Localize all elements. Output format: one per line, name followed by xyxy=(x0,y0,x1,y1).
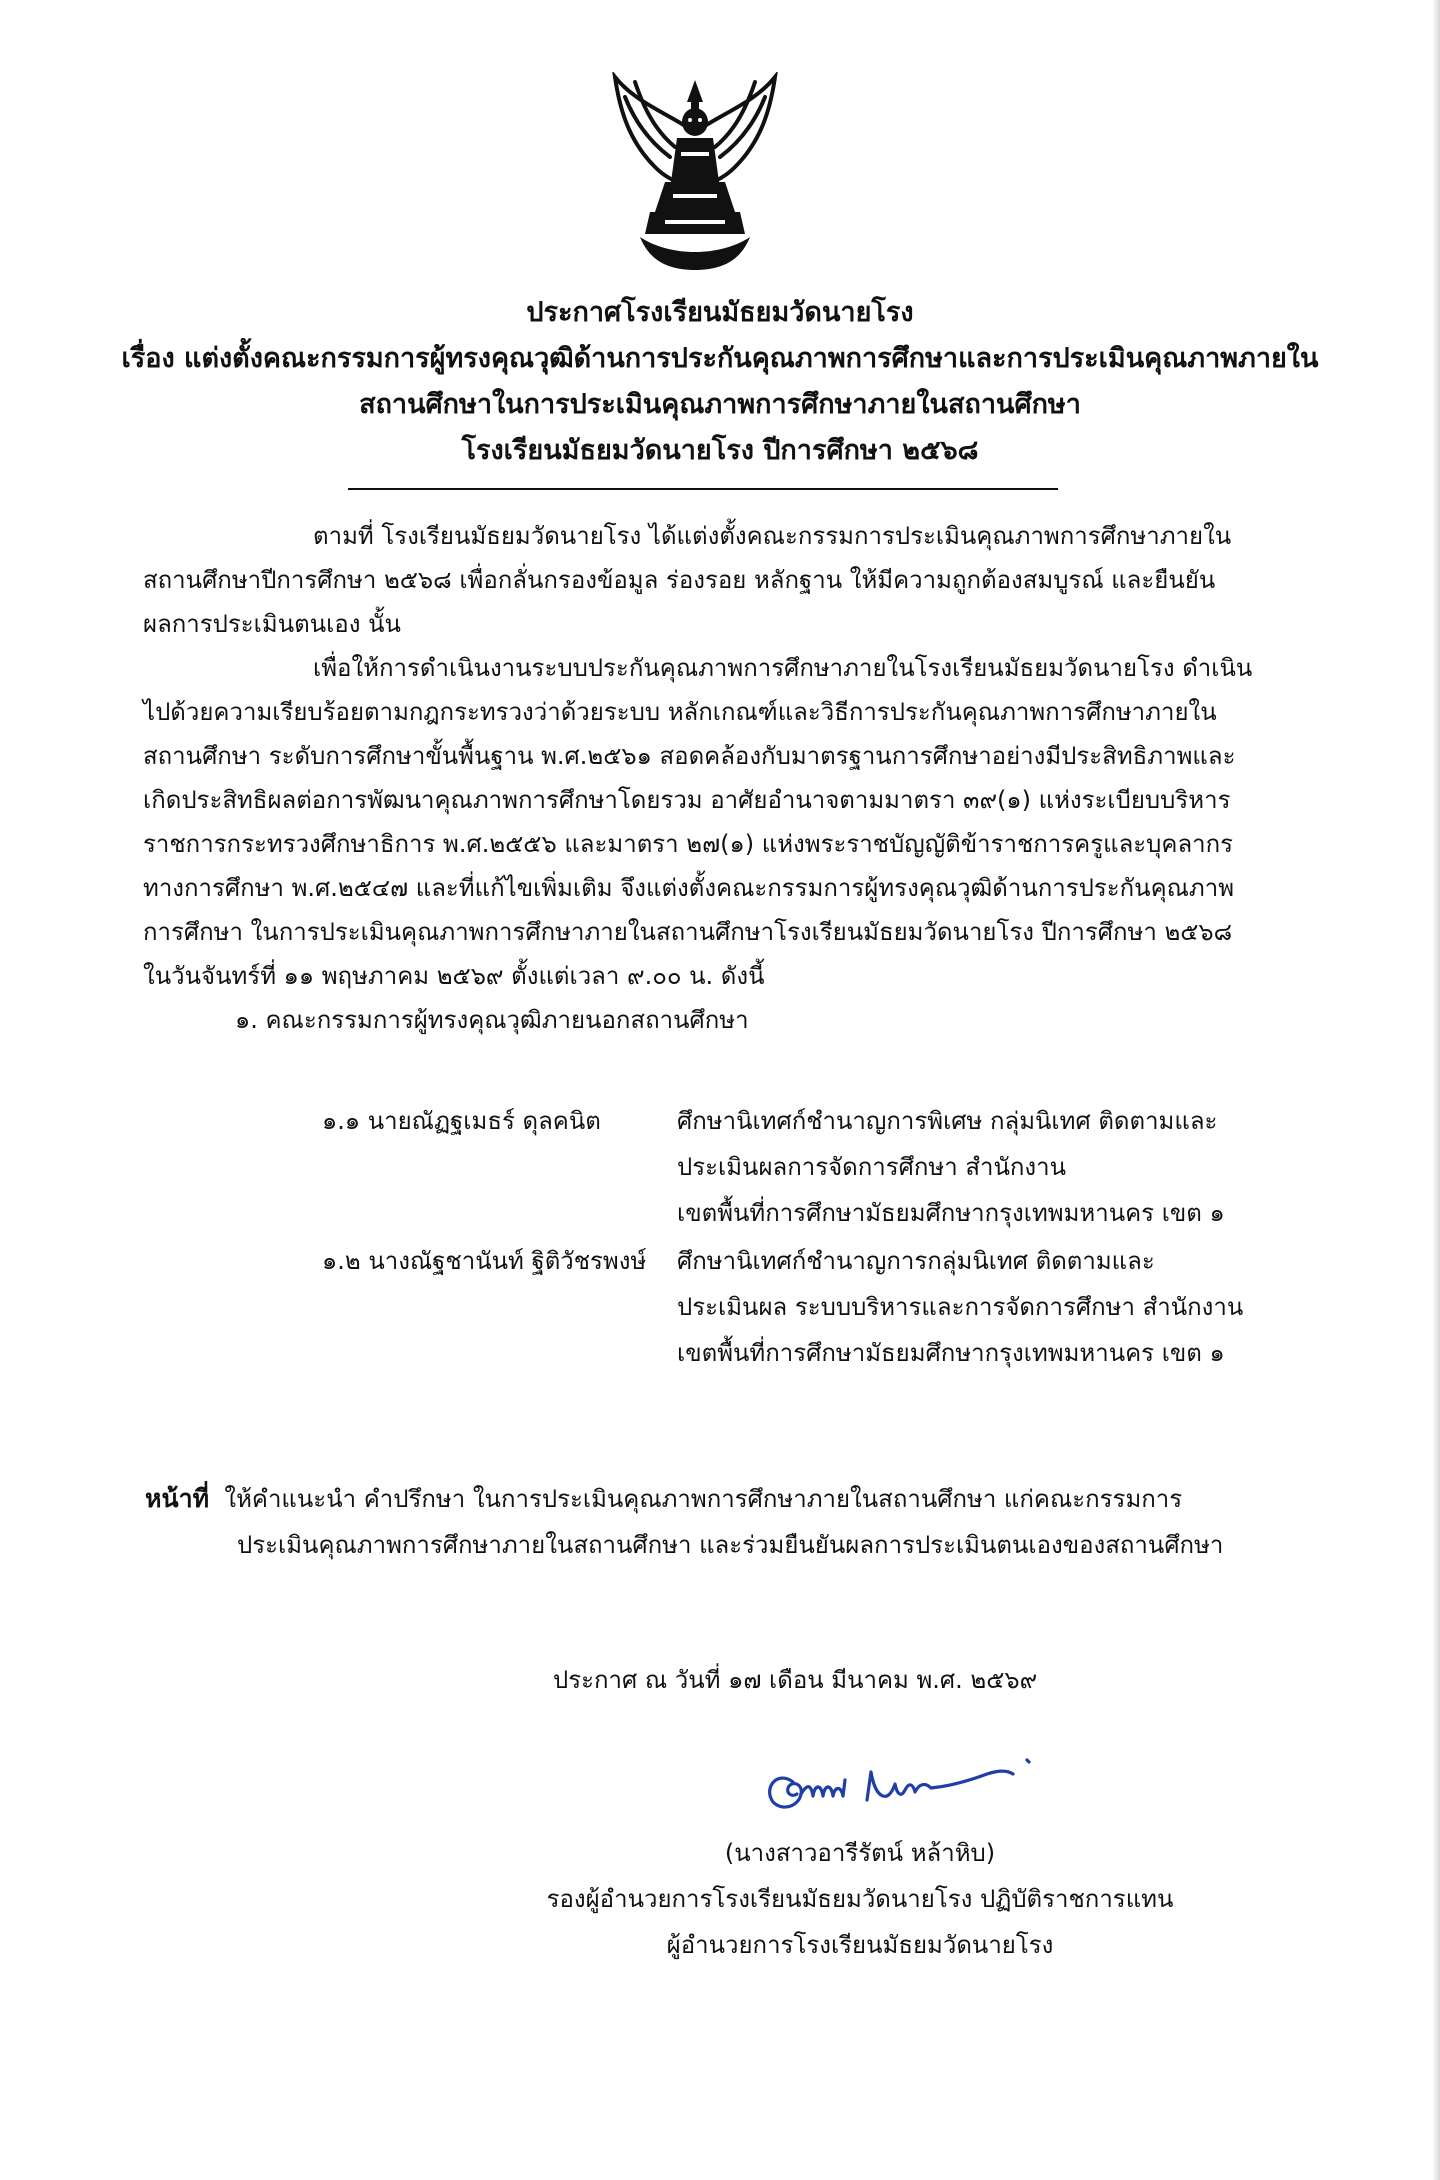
committee-member-2 xyxy=(322,1238,1322,1378)
signatory-title: รองผู้อำนวยการโรงเรียนมัธยมวัดนายโรง ปฏิบัติราชการแทน xyxy=(546,1885,1174,1913)
text-line: ไปด้วยความเรียบร้อยตามกฎกระทรวงว่าด้วยระบบ หลักเกณฑ์และวิธีการประกันคุณภาพการศึกษาภายใน xyxy=(143,698,1217,726)
position-line: เขตพื้นที่การศึกษามัธยมศึกษากรุงเทพมหานคร เขต ๑ xyxy=(677,1339,1225,1367)
text-line: ราชการกระทรวงศึกษาธิการ พ.ศ.๒๕๕๖ และมาตรา ๒๗(๑) แห่งพระราชบัญญัติข้าราชการครูและบุคลากร xyxy=(143,830,1234,858)
text-line: เกิดประสิทธิผลต่อการพัฒนาคุณภาพการศึกษาโดยรวม อาศัยอำนาจตามมาตรา ๓๙(๑) แห่งระเบียบบริหาร xyxy=(143,786,1231,814)
duty-text-cont: ประเมินคุณภาพการศึกษาภายในสถานศึกษา และร่วมยืนยันผลการประเมินตนเองของสถานศึกษา xyxy=(237,1531,1224,1559)
text-line: การศึกษา ในการประเมินคุณภาพการศึกษาภายในสถานศึกษาโรงเรียนมัธยมวัดนายโรง ปีการศึกษา ๒๕๖๘ xyxy=(143,918,1233,946)
duty-text: ให้คำแนะนำ คำปรึกษา ในการประเมินคุณภาพการศึกษาภายในสถานศึกษา แก่คณะกรรมการ xyxy=(224,1485,1183,1513)
garuda-emblem-icon xyxy=(595,72,795,277)
text-line: เพื่อให้การดำเนินงานระบบประกันคุณภาพการศึกษาภายในโรงเรียนมัธยมวัดนายโรง ดำเนิน xyxy=(313,654,1253,682)
text-line: สถานศึกษา ระดับการศึกษาขั้นพื้นฐาน พ.ศ.๒๕๖๑ สอดคล้องกับมาตรฐานการศึกษาอย่างมีประสิทธิภาพและ xyxy=(143,742,1236,770)
page-edge-shadow xyxy=(1432,0,1440,2180)
signatory-block xyxy=(500,1830,1220,1968)
text-line: ตามที่ โรงเรียนมัธยมวัดนายโรง ได้แต่งตั้งคณะกรรมการประเมินคุณภาพการศึกษาภายใน xyxy=(313,522,1232,550)
text-line: ในวันจันทร์ที่ ๑๑ พฤษภาคม ๒๕๖๙ ตั้งแต่เวลา ๙.๐๐ น. ดังนี้ xyxy=(143,962,765,990)
announcement-date: ประกาศ ณ วันที่ ๑๗ เดือน มีนาคม พ.ศ. ๒๕๖๙ xyxy=(553,1666,1038,1694)
title-divider xyxy=(348,488,1058,490)
title-announcement: ประกาศโรงเรียนมัธยมวัดนายโรง xyxy=(526,297,914,328)
member-position xyxy=(677,1098,1225,1236)
position-line: เขตพื้นที่การศึกษามัธยมศึกษากรุงเทพมหานคร เขต ๑ xyxy=(677,1199,1225,1227)
position-line: ประเมินผลการจัดการศึกษา สำนักงาน xyxy=(677,1153,1067,1181)
title-subject-cont: สถานศึกษาในการประเมินคุณภาพการศึกษาภายในสถานศึกษา xyxy=(359,389,1081,420)
duty-section xyxy=(145,1476,1295,1568)
member-position xyxy=(677,1238,1243,1376)
duty-line xyxy=(145,1476,1295,1522)
paragraph-preamble xyxy=(143,514,1293,646)
title-subject: เรื่อง แต่งตั้งคณะกรรมการผู้ทรงคุณวุฒิด้านการประกันคุณภาพการศึกษาและการประเมินคุณภาพภายใน xyxy=(121,343,1319,374)
committee-member-1 xyxy=(322,1098,1322,1238)
text-line: ผลการประเมินตนเอง นั้น xyxy=(143,610,401,638)
signature-image xyxy=(755,1750,1055,1820)
position-line: ศึกษานิเทศก์ชำนาญการพิเศษ กลุ่มนิเทศ ติดตามและ xyxy=(677,1107,1218,1135)
document-title-block xyxy=(110,290,1330,474)
text-line: ทางการศึกษา พ.ศ.๒๕๔๗ และที่แก้ไขเพิ่มเติม จึงแต่งตั้งคณะกรรมการผู้ทรงคุณวุฒิด้านการประกันคุณภาพ xyxy=(143,874,1235,902)
paragraph-authority xyxy=(143,646,1293,1042)
duty-label: หน้าที่ xyxy=(145,1484,210,1513)
member-name: ๑.๑ นายณัฏฐเมธร์ ดุลคนิต xyxy=(322,1107,601,1135)
title-school-year: โรงเรียนมัธยมวัดนายโรง ปีการศึกษา ๒๕๖๘ xyxy=(461,435,979,466)
text-line: สถานศึกษาปีการศึกษา ๒๕๖๘ เพื่อกลั่นกรองข้อมูล ร่องรอย หลักฐาน ให้มีความถูกต้องสมบูรณ์ และยืนยัน xyxy=(143,566,1216,594)
committee-heading: ๑. คณะกรรมการผู้ทรงคุณวุฒิภายนอกสถานศึกษา xyxy=(235,1006,749,1034)
signatory-name: (นางสาวอารีรัตน์ หล้าหิบ) xyxy=(724,1839,996,1867)
position-line: ศึกษานิเทศก์ชำนาญการกลุ่มนิเทศ ติดตามและ xyxy=(677,1247,1155,1275)
member-name: ๑.๒ นางณัฐชานันท์ ฐิติวัชรพงษ์ xyxy=(322,1247,647,1275)
position-line: ประเมินผล ระบบบริหารและการจัดการศึกษา สำนักงาน xyxy=(677,1293,1244,1321)
signatory-title-cont: ผู้อำนวยการโรงเรียนมัธยมวัดนายโรง xyxy=(666,1931,1054,1959)
